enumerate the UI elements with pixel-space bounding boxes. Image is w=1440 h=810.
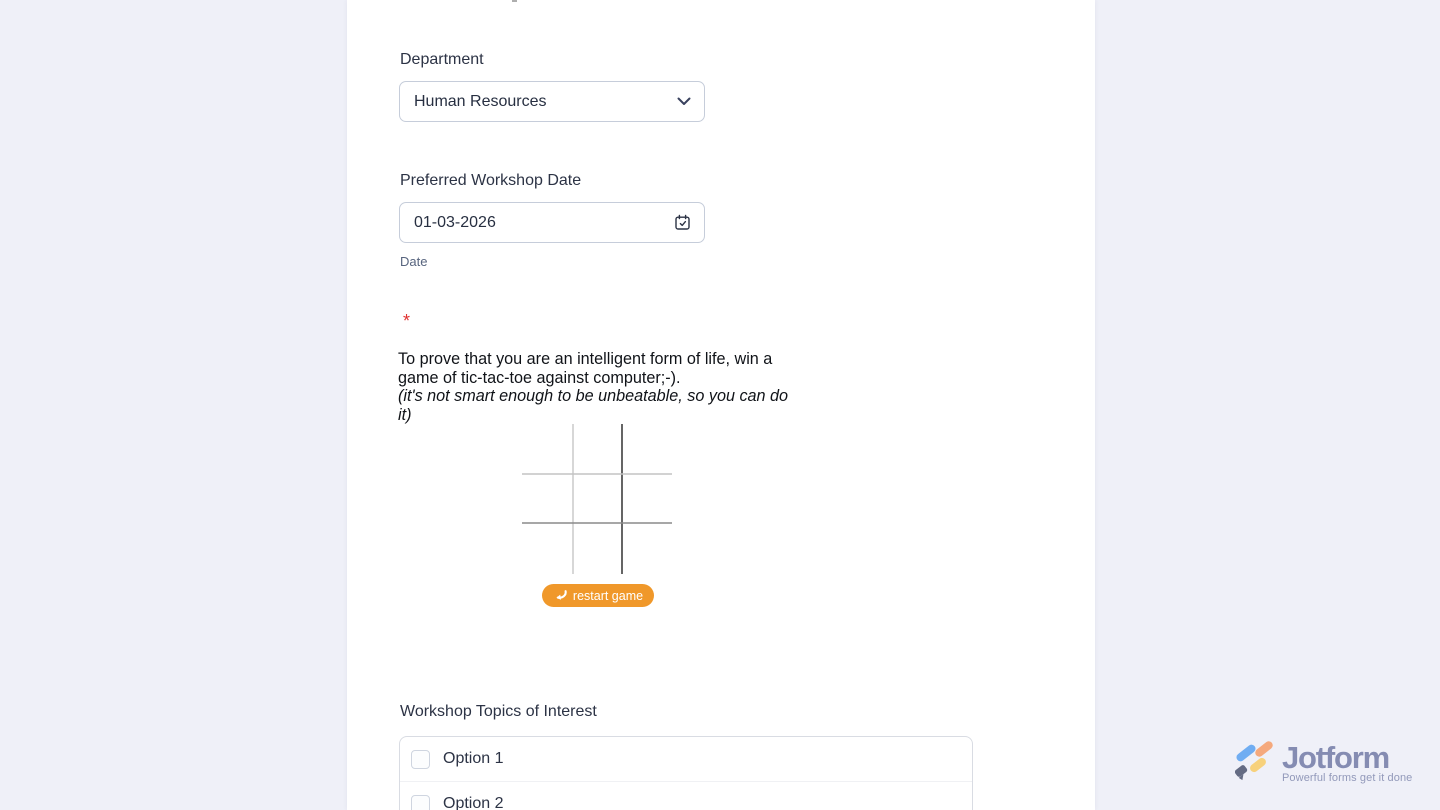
chevron-down-icon — [677, 97, 691, 106]
required-marker: * — [403, 311, 411, 331]
option-1-label: Option 1 — [443, 750, 504, 767]
tictactoe-board — [522, 424, 672, 574]
checkbox-option-2[interactable] — [411, 795, 430, 810]
restart-game-button[interactable] — [542, 584, 654, 607]
workshop-date-label: Preferred Workshop Date — [400, 172, 582, 189]
topics-option-row[interactable] — [400, 782, 972, 810]
checkbox-option-1[interactable] — [411, 750, 430, 769]
jotform-wordmark: Jotform — [1282, 739, 1389, 775]
topics-label: Workshop Topics of Interest — [400, 703, 597, 720]
tictactoe-question-main: To prove that you are an intelligent form of life, win a game of tic-tac-toe against computer;-). — [398, 350, 773, 387]
option-2-label: Option 2 — [443, 795, 504, 810]
tictactoe-question — [398, 350, 798, 424]
jotform-branding[interactable] — [1235, 740, 1412, 786]
calendar-check-icon[interactable] — [674, 214, 691, 231]
ttt-cell[interactable] — [522, 474, 572, 524]
jotform-logo-icon — [1235, 740, 1275, 786]
form-card — [347, 0, 1095, 810]
topics-option-row[interactable] — [400, 737, 972, 781]
topics-options-card — [399, 736, 973, 810]
ttt-cell[interactable] — [572, 474, 622, 524]
ttt-cell[interactable] — [522, 424, 572, 474]
restart-game-label: restart game — [572, 588, 644, 603]
department-label: Department — [400, 51, 484, 68]
ttt-cell[interactable] — [522, 524, 572, 574]
workshop-date-input[interactable] — [399, 202, 705, 243]
ttt-cell[interactable] — [572, 424, 622, 474]
tictactoe-cells — [522, 424, 672, 574]
ttt-cell[interactable] — [572, 524, 622, 574]
jotform-tagline: Powerful forms get it done — [1282, 771, 1413, 784]
department-selected-value: Human Resources — [414, 92, 547, 110]
clipped-element-fragment — [512, 0, 517, 2]
department-select[interactable] — [399, 81, 705, 122]
ttt-cell[interactable] — [622, 524, 672, 574]
workshop-date-value: 01-03-2026 — [414, 213, 496, 231]
jotform-text-block — [1282, 739, 1413, 784]
restart-arrow-icon — [553, 589, 568, 602]
ttt-cell[interactable] — [622, 424, 672, 474]
tictactoe-question-note: (it's not smart enough to be unbeatable, so you can do it) — [398, 387, 789, 424]
workshop-date-sublabel: Date — [400, 254, 428, 269]
ttt-cell[interactable] — [622, 474, 672, 524]
